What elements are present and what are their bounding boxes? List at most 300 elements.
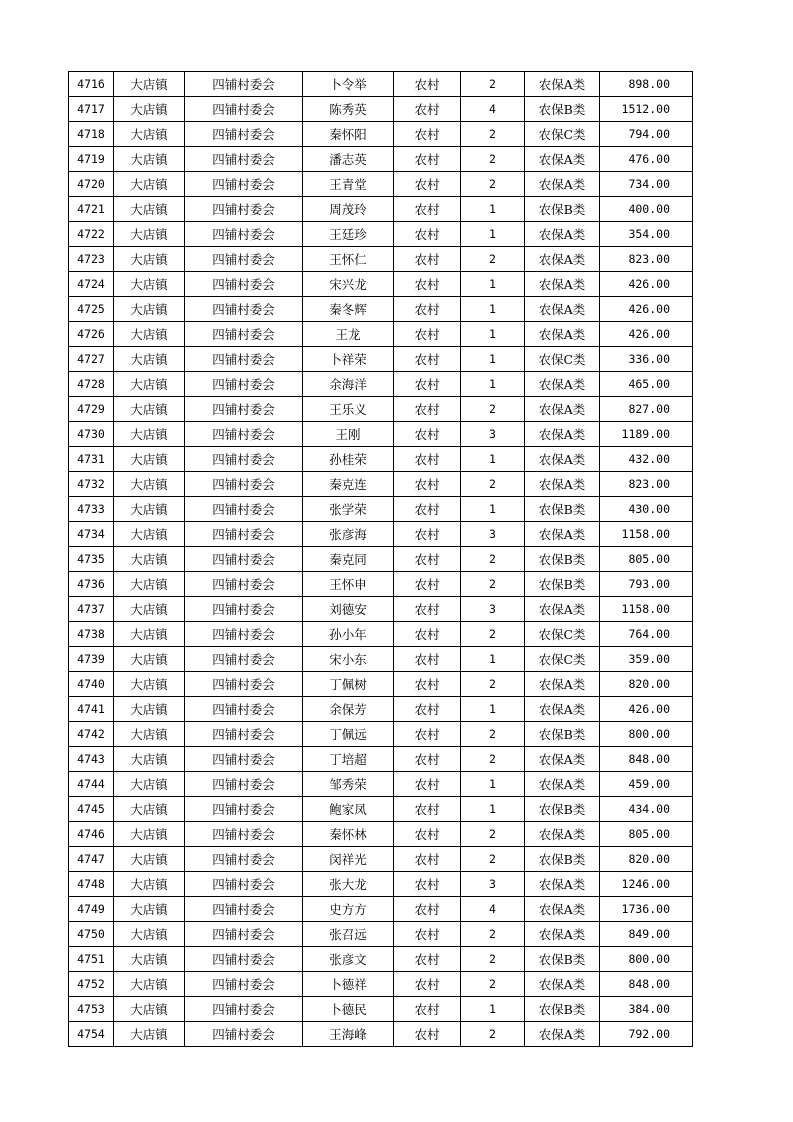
cell-category: 农保B类 bbox=[525, 547, 600, 572]
cell-count: 2 bbox=[461, 672, 525, 697]
table-row bbox=[69, 747, 693, 772]
cell-town: 大店镇 bbox=[114, 222, 185, 247]
cell-count: 1 bbox=[461, 372, 525, 397]
table-row bbox=[69, 172, 693, 197]
cell-id: 4724 bbox=[69, 272, 114, 297]
cell-name: 刘德安 bbox=[303, 597, 394, 622]
cell-amount: 359.00 bbox=[600, 647, 693, 672]
cell-village: 四铺村委会 bbox=[185, 372, 303, 397]
table-row bbox=[69, 872, 693, 897]
cell-category: 农保A类 bbox=[525, 697, 600, 722]
cell-area: 农村 bbox=[394, 872, 461, 897]
cell-area: 农村 bbox=[394, 222, 461, 247]
cell-id: 4716 bbox=[69, 72, 114, 97]
cell-village: 四铺村委会 bbox=[185, 597, 303, 622]
cell-town: 大店镇 bbox=[114, 972, 185, 997]
cell-category: 农保A类 bbox=[525, 597, 600, 622]
cell-area: 农村 bbox=[394, 72, 461, 97]
cell-category: 农保B类 bbox=[525, 197, 600, 222]
cell-count: 4 bbox=[461, 97, 525, 122]
cell-town: 大店镇 bbox=[114, 797, 185, 822]
cell-village: 四铺村委会 bbox=[185, 122, 303, 147]
cell-amount: 849.00 bbox=[600, 922, 693, 947]
cell-count: 2 bbox=[461, 122, 525, 147]
cell-count: 2 bbox=[461, 747, 525, 772]
cell-town: 大店镇 bbox=[114, 822, 185, 847]
cell-amount: 1736.00 bbox=[600, 897, 693, 922]
cell-name: 王怀仁 bbox=[303, 247, 394, 272]
cell-category: 农保A类 bbox=[525, 172, 600, 197]
cell-count: 2 bbox=[461, 1022, 525, 1047]
cell-amount: 848.00 bbox=[600, 972, 693, 997]
cell-village: 四铺村委会 bbox=[185, 397, 303, 422]
cell-town: 大店镇 bbox=[114, 747, 185, 772]
cell-id: 4751 bbox=[69, 947, 114, 972]
table-row bbox=[69, 422, 693, 447]
cell-area: 农村 bbox=[394, 122, 461, 147]
cell-count: 3 bbox=[461, 872, 525, 897]
cell-id: 4727 bbox=[69, 347, 114, 372]
cell-category: 农保A类 bbox=[525, 222, 600, 247]
table-row bbox=[69, 797, 693, 822]
cell-category: 农保C类 bbox=[525, 647, 600, 672]
cell-category: 农保A类 bbox=[525, 397, 600, 422]
cell-area: 农村 bbox=[394, 747, 461, 772]
cell-village: 四铺村委会 bbox=[185, 197, 303, 222]
cell-category: 农保A类 bbox=[525, 297, 600, 322]
cell-category: 农保C类 bbox=[525, 622, 600, 647]
cell-area: 农村 bbox=[394, 247, 461, 272]
cell-id: 4725 bbox=[69, 297, 114, 322]
cell-id: 4747 bbox=[69, 847, 114, 872]
table-row bbox=[69, 347, 693, 372]
cell-name: 王乐义 bbox=[303, 397, 394, 422]
cell-town: 大店镇 bbox=[114, 297, 185, 322]
cell-id: 4723 bbox=[69, 247, 114, 272]
cell-name: 丁佩树 bbox=[303, 672, 394, 697]
cell-village: 四铺村委会 bbox=[185, 422, 303, 447]
cell-amount: 1158.00 bbox=[600, 597, 693, 622]
cell-town: 大店镇 bbox=[114, 597, 185, 622]
cell-town: 大店镇 bbox=[114, 497, 185, 522]
cell-category: 农保B类 bbox=[525, 497, 600, 522]
cell-town: 大店镇 bbox=[114, 322, 185, 347]
cell-amount: 432.00 bbox=[600, 447, 693, 472]
cell-area: 农村 bbox=[394, 947, 461, 972]
cell-town: 大店镇 bbox=[114, 722, 185, 747]
cell-category: 农保A类 bbox=[525, 922, 600, 947]
cell-id: 4720 bbox=[69, 172, 114, 197]
cell-village: 四铺村委会 bbox=[185, 772, 303, 797]
cell-amount: 823.00 bbox=[600, 472, 693, 497]
cell-category: 农保A类 bbox=[525, 747, 600, 772]
cell-name: 张大龙 bbox=[303, 872, 394, 897]
cell-category: 农保A类 bbox=[525, 872, 600, 897]
cell-category: 农保A类 bbox=[525, 672, 600, 697]
cell-count: 2 bbox=[461, 947, 525, 972]
cell-name: 王龙 bbox=[303, 322, 394, 347]
cell-amount: 805.00 bbox=[600, 822, 693, 847]
cell-category: 农保B类 bbox=[525, 722, 600, 747]
table-row bbox=[69, 272, 693, 297]
cell-id: 4745 bbox=[69, 797, 114, 822]
cell-area: 农村 bbox=[394, 797, 461, 822]
cell-town: 大店镇 bbox=[114, 422, 185, 447]
table-row bbox=[69, 897, 693, 922]
table-row bbox=[69, 972, 693, 997]
table-row bbox=[69, 947, 693, 972]
cell-id: 4743 bbox=[69, 747, 114, 772]
cell-name: 潘志英 bbox=[303, 147, 394, 172]
cell-town: 大店镇 bbox=[114, 1022, 185, 1047]
cell-town: 大店镇 bbox=[114, 547, 185, 572]
cell-name: 史方方 bbox=[303, 897, 394, 922]
cell-town: 大店镇 bbox=[114, 697, 185, 722]
cell-village: 四铺村委会 bbox=[185, 897, 303, 922]
cell-amount: 823.00 bbox=[600, 247, 693, 272]
cell-town: 大店镇 bbox=[114, 147, 185, 172]
cell-amount: 426.00 bbox=[600, 272, 693, 297]
cell-category: 农保A类 bbox=[525, 447, 600, 472]
table-row bbox=[69, 672, 693, 697]
cell-count: 1 bbox=[461, 447, 525, 472]
cell-amount: 734.00 bbox=[600, 172, 693, 197]
cell-amount: 430.00 bbox=[600, 497, 693, 522]
cell-area: 农村 bbox=[394, 822, 461, 847]
cell-area: 农村 bbox=[394, 547, 461, 572]
cell-count: 2 bbox=[461, 822, 525, 847]
cell-name: 王海峰 bbox=[303, 1022, 394, 1047]
cell-amount: 1246.00 bbox=[600, 872, 693, 897]
cell-town: 大店镇 bbox=[114, 397, 185, 422]
cell-town: 大店镇 bbox=[114, 947, 185, 972]
cell-amount: 1158.00 bbox=[600, 522, 693, 547]
cell-category: 农保A类 bbox=[525, 372, 600, 397]
cell-name: 周茂玲 bbox=[303, 197, 394, 222]
cell-village: 四铺村委会 bbox=[185, 947, 303, 972]
cell-count: 1 bbox=[461, 322, 525, 347]
cell-area: 农村 bbox=[394, 622, 461, 647]
table-row bbox=[69, 372, 693, 397]
cell-id: 4741 bbox=[69, 697, 114, 722]
cell-amount: 898.00 bbox=[600, 72, 693, 97]
table-row bbox=[69, 472, 693, 497]
cell-amount: 384.00 bbox=[600, 997, 693, 1022]
cell-amount: 434.00 bbox=[600, 797, 693, 822]
cell-count: 2 bbox=[461, 847, 525, 872]
cell-area: 农村 bbox=[394, 897, 461, 922]
cell-amount: 800.00 bbox=[600, 722, 693, 747]
table-row bbox=[69, 772, 693, 797]
cell-name: 王刚 bbox=[303, 422, 394, 447]
cell-area: 农村 bbox=[394, 597, 461, 622]
cell-area: 农村 bbox=[394, 672, 461, 697]
cell-area: 农村 bbox=[394, 422, 461, 447]
cell-count: 1 bbox=[461, 272, 525, 297]
table-row bbox=[69, 447, 693, 472]
table-row bbox=[69, 722, 693, 747]
cell-town: 大店镇 bbox=[114, 647, 185, 672]
data-table bbox=[68, 71, 693, 1047]
cell-town: 大店镇 bbox=[114, 372, 185, 397]
cell-count: 1 bbox=[461, 997, 525, 1022]
cell-category: 农保A类 bbox=[525, 72, 600, 97]
table-row bbox=[69, 597, 693, 622]
cell-category: 农保C类 bbox=[525, 122, 600, 147]
cell-amount: 848.00 bbox=[600, 747, 693, 772]
cell-count: 4 bbox=[461, 897, 525, 922]
cell-id: 4736 bbox=[69, 572, 114, 597]
cell-name: 宋兴龙 bbox=[303, 272, 394, 297]
cell-amount: 465.00 bbox=[600, 372, 693, 397]
cell-area: 农村 bbox=[394, 722, 461, 747]
cell-village: 四铺村委会 bbox=[185, 922, 303, 947]
cell-count: 3 bbox=[461, 597, 525, 622]
cell-count: 1 bbox=[461, 197, 525, 222]
cell-name: 邹秀荣 bbox=[303, 772, 394, 797]
table-row bbox=[69, 397, 693, 422]
cell-area: 农村 bbox=[394, 397, 461, 422]
cell-amount: 336.00 bbox=[600, 347, 693, 372]
cell-name: 陈秀英 bbox=[303, 97, 394, 122]
cell-area: 农村 bbox=[394, 447, 461, 472]
cell-count: 1 bbox=[461, 222, 525, 247]
cell-category: 农保A类 bbox=[525, 272, 600, 297]
cell-area: 农村 bbox=[394, 172, 461, 197]
cell-village: 四铺村委会 bbox=[185, 222, 303, 247]
cell-id: 4748 bbox=[69, 872, 114, 897]
table-row bbox=[69, 222, 693, 247]
cell-town: 大店镇 bbox=[114, 572, 185, 597]
cell-village: 四铺村委会 bbox=[185, 697, 303, 722]
cell-village: 四铺村委会 bbox=[185, 647, 303, 672]
cell-village: 四铺村委会 bbox=[185, 322, 303, 347]
cell-count: 2 bbox=[461, 972, 525, 997]
cell-village: 四铺村委会 bbox=[185, 547, 303, 572]
cell-amount: 476.00 bbox=[600, 147, 693, 172]
cell-id: 4721 bbox=[69, 197, 114, 222]
cell-village: 四铺村委会 bbox=[185, 622, 303, 647]
cell-id: 4732 bbox=[69, 472, 114, 497]
cell-town: 大店镇 bbox=[114, 922, 185, 947]
cell-count: 1 bbox=[461, 297, 525, 322]
cell-count: 3 bbox=[461, 522, 525, 547]
cell-area: 农村 bbox=[394, 347, 461, 372]
cell-id: 4717 bbox=[69, 97, 114, 122]
cell-category: 农保A类 bbox=[525, 972, 600, 997]
cell-id: 4754 bbox=[69, 1022, 114, 1047]
cell-category: 农保A类 bbox=[525, 822, 600, 847]
cell-amount: 792.00 bbox=[600, 1022, 693, 1047]
cell-area: 农村 bbox=[394, 697, 461, 722]
cell-name: 秦怀林 bbox=[303, 822, 394, 847]
cell-village: 四铺村委会 bbox=[185, 472, 303, 497]
cell-area: 农村 bbox=[394, 972, 461, 997]
cell-village: 四铺村委会 bbox=[185, 997, 303, 1022]
cell-village: 四铺村委会 bbox=[185, 972, 303, 997]
cell-id: 4729 bbox=[69, 397, 114, 422]
table-row bbox=[69, 122, 693, 147]
cell-category: 农保A类 bbox=[525, 322, 600, 347]
cell-amount: 459.00 bbox=[600, 772, 693, 797]
cell-name: 张学荣 bbox=[303, 497, 394, 522]
cell-id: 4744 bbox=[69, 772, 114, 797]
cell-area: 农村 bbox=[394, 922, 461, 947]
cell-count: 2 bbox=[461, 722, 525, 747]
cell-area: 农村 bbox=[394, 322, 461, 347]
cell-category: 农保A类 bbox=[525, 247, 600, 272]
cell-id: 4730 bbox=[69, 422, 114, 447]
cell-town: 大店镇 bbox=[114, 347, 185, 372]
cell-id: 4742 bbox=[69, 722, 114, 747]
cell-category: 农保B类 bbox=[525, 847, 600, 872]
cell-town: 大店镇 bbox=[114, 447, 185, 472]
cell-count: 2 bbox=[461, 147, 525, 172]
cell-name: 余保芳 bbox=[303, 697, 394, 722]
cell-town: 大店镇 bbox=[114, 997, 185, 1022]
cell-village: 四铺村委会 bbox=[185, 97, 303, 122]
cell-amount: 1512.00 bbox=[600, 97, 693, 122]
cell-category: 农保A类 bbox=[525, 1022, 600, 1047]
cell-amount: 426.00 bbox=[600, 697, 693, 722]
cell-town: 大店镇 bbox=[114, 172, 185, 197]
cell-category: 农保A类 bbox=[525, 147, 600, 172]
cell-name: 秦克同 bbox=[303, 547, 394, 572]
cell-count: 2 bbox=[461, 247, 525, 272]
cell-name: 秦克连 bbox=[303, 472, 394, 497]
cell-area: 农村 bbox=[394, 147, 461, 172]
cell-id: 4735 bbox=[69, 547, 114, 572]
table-row bbox=[69, 572, 693, 597]
cell-id: 4737 bbox=[69, 597, 114, 622]
table-row bbox=[69, 547, 693, 572]
cell-id: 4749 bbox=[69, 897, 114, 922]
cell-village: 四铺村委会 bbox=[185, 447, 303, 472]
cell-amount: 800.00 bbox=[600, 947, 693, 972]
cell-area: 农村 bbox=[394, 497, 461, 522]
cell-id: 4734 bbox=[69, 522, 114, 547]
cell-village: 四铺村委会 bbox=[185, 272, 303, 297]
table-row bbox=[69, 922, 693, 947]
cell-count: 2 bbox=[461, 397, 525, 422]
cell-name: 孙桂荣 bbox=[303, 447, 394, 472]
cell-area: 农村 bbox=[394, 197, 461, 222]
cell-id: 4739 bbox=[69, 647, 114, 672]
cell-village: 四铺村委会 bbox=[185, 722, 303, 747]
cell-name: 张召远 bbox=[303, 922, 394, 947]
cell-count: 3 bbox=[461, 422, 525, 447]
cell-id: 4726 bbox=[69, 322, 114, 347]
cell-category: 农保A类 bbox=[525, 422, 600, 447]
cell-town: 大店镇 bbox=[114, 72, 185, 97]
cell-name: 卜令举 bbox=[303, 72, 394, 97]
cell-category: 农保A类 bbox=[525, 772, 600, 797]
cell-name: 卜德民 bbox=[303, 997, 394, 1022]
cell-name: 卜祥荣 bbox=[303, 347, 394, 372]
cell-category: 农保A类 bbox=[525, 897, 600, 922]
cell-count: 2 bbox=[461, 572, 525, 597]
cell-id: 4731 bbox=[69, 447, 114, 472]
cell-village: 四铺村委会 bbox=[185, 172, 303, 197]
cell-area: 农村 bbox=[394, 1022, 461, 1047]
cell-town: 大店镇 bbox=[114, 522, 185, 547]
table-row bbox=[69, 847, 693, 872]
cell-name: 余海洋 bbox=[303, 372, 394, 397]
table-row bbox=[69, 622, 693, 647]
cell-category: 农保A类 bbox=[525, 472, 600, 497]
cell-count: 1 bbox=[461, 697, 525, 722]
cell-id: 4752 bbox=[69, 972, 114, 997]
cell-village: 四铺村委会 bbox=[185, 497, 303, 522]
cell-town: 大店镇 bbox=[114, 122, 185, 147]
cell-village: 四铺村委会 bbox=[185, 872, 303, 897]
cell-amount: 827.00 bbox=[600, 397, 693, 422]
cell-count: 1 bbox=[461, 772, 525, 797]
cell-town: 大店镇 bbox=[114, 872, 185, 897]
cell-area: 农村 bbox=[394, 772, 461, 797]
cell-village: 四铺村委会 bbox=[185, 297, 303, 322]
table-row bbox=[69, 247, 693, 272]
cell-id: 4719 bbox=[69, 147, 114, 172]
cell-area: 农村 bbox=[394, 997, 461, 1022]
cell-count: 1 bbox=[461, 347, 525, 372]
cell-village: 四铺村委会 bbox=[185, 522, 303, 547]
cell-amount: 426.00 bbox=[600, 297, 693, 322]
cell-area: 农村 bbox=[394, 297, 461, 322]
cell-id: 4728 bbox=[69, 372, 114, 397]
cell-town: 大店镇 bbox=[114, 472, 185, 497]
cell-amount: 794.00 bbox=[600, 122, 693, 147]
cell-count: 2 bbox=[461, 72, 525, 97]
table-row bbox=[69, 497, 693, 522]
cell-count: 2 bbox=[461, 547, 525, 572]
table-body bbox=[69, 72, 693, 1047]
cell-id: 4740 bbox=[69, 672, 114, 697]
cell-village: 四铺村委会 bbox=[185, 147, 303, 172]
cell-village: 四铺村委会 bbox=[185, 72, 303, 97]
cell-area: 农村 bbox=[394, 97, 461, 122]
cell-id: 4733 bbox=[69, 497, 114, 522]
cell-village: 四铺村委会 bbox=[185, 347, 303, 372]
cell-id: 4738 bbox=[69, 622, 114, 647]
cell-village: 四铺村委会 bbox=[185, 1022, 303, 1047]
cell-count: 2 bbox=[461, 472, 525, 497]
cell-village: 四铺村委会 bbox=[185, 247, 303, 272]
cell-town: 大店镇 bbox=[114, 897, 185, 922]
cell-category: 农保A类 bbox=[525, 522, 600, 547]
cell-amount: 354.00 bbox=[600, 222, 693, 247]
cell-amount: 1189.00 bbox=[600, 422, 693, 447]
cell-village: 四铺村委会 bbox=[185, 672, 303, 697]
table-row bbox=[69, 822, 693, 847]
cell-id: 4750 bbox=[69, 922, 114, 947]
cell-amount: 805.00 bbox=[600, 547, 693, 572]
cell-name: 王怀申 bbox=[303, 572, 394, 597]
cell-category: 农保B类 bbox=[525, 947, 600, 972]
cell-category: 农保C类 bbox=[525, 347, 600, 372]
cell-id: 4753 bbox=[69, 997, 114, 1022]
cell-name: 王青堂 bbox=[303, 172, 394, 197]
cell-name: 宋小东 bbox=[303, 647, 394, 672]
cell-area: 农村 bbox=[394, 272, 461, 297]
cell-town: 大店镇 bbox=[114, 772, 185, 797]
cell-count: 1 bbox=[461, 497, 525, 522]
cell-amount: 764.00 bbox=[600, 622, 693, 647]
cell-amount: 426.00 bbox=[600, 322, 693, 347]
table-row bbox=[69, 197, 693, 222]
cell-count: 1 bbox=[461, 797, 525, 822]
cell-town: 大店镇 bbox=[114, 97, 185, 122]
